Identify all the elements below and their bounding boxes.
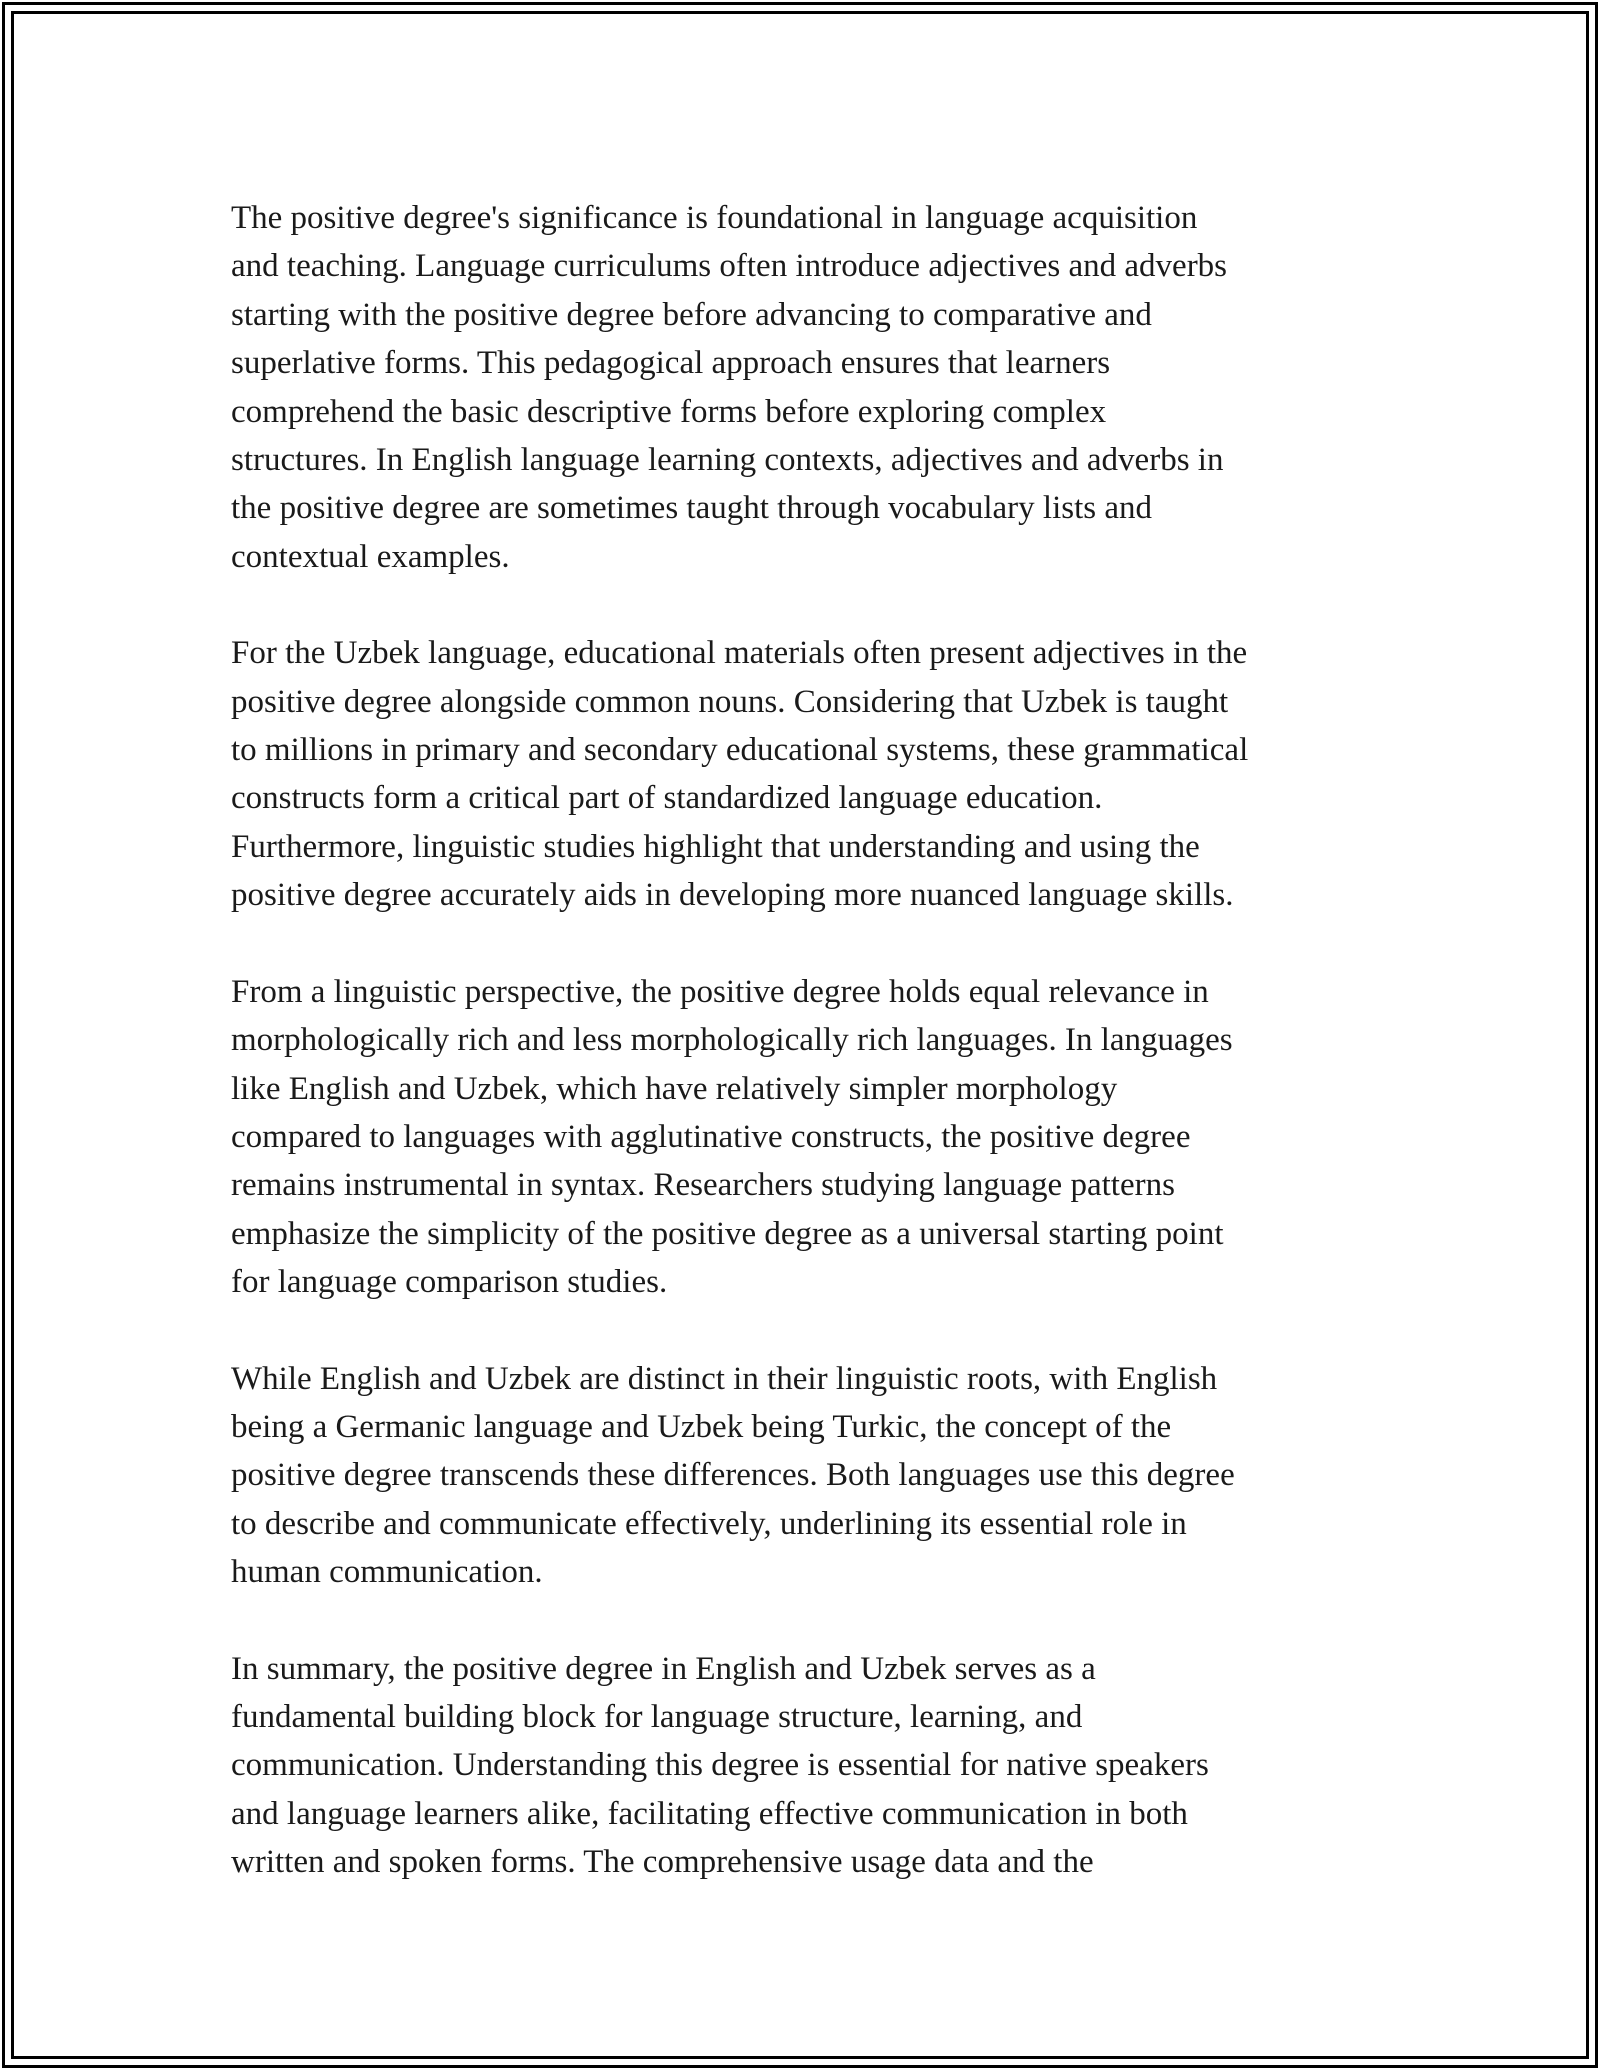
page-outer-border <box>2 2 1598 2068</box>
paragraph-linguistic-perspective: From a linguistic perspective, the positive degree holds equal relevance in morphologically rich and less morphologically rich languages. In languages like English and Uzbek, which have relatively simpler morphology compared to languages with agglutinative constructs, the positive degree remains instrumental in syntax. Researchers studying language patterns emphasize the simplicity of the positive degree as a universal starting point for language comparison studies. <box>231 973 1233 1301</box>
document-body <box>231 194 1411 1887</box>
paragraph-uzbek-education: For the Uzbek language, educational materials often present adjectives in the positive degree alongside common nouns. Considering that Uzbek is taught to millions in primary and secondary educational systems, these grammatical constructs form a critical part of standardized language education. Furthermore, linguistic studies highlight that understanding and using the positive degree accurately aids in developing more nuanced language skills. <box>231 635 1249 914</box>
paragraph-summary: In summary, the positive degree in English and Uzbek serves as a fundamental building block for language structure, learning, and communication. Understanding this degree is essential for native speakers and language learners alike, facilitating effective communication in both written and spoken forms. The comprehensive usage data and the <box>231 1650 1209 1881</box>
paragraph-english-uzbek-roots: While English and Uzbek are distinct in their linguistic roots, with English being a Germanic language and Uzbek being Turkic, the concept of the positive degree transcends these differences. Both languages use this degree to describe and communicate effectively, underlining its essential role in human communication. <box>231 1360 1235 1591</box>
paragraph-positive-degree-significance: The positive degree's significance is foundational in language acquisition and teaching. Language curriculums often introduce adjectives and adverbs starting with the positive degree before advancing to comparative and superlative forms. This pedagogical approach ensures that learners comprehend the basic descriptive forms before exploring complex structures. In English language learning contexts, adjectives and adverbs in the positive degree are sometimes taught through vocabulary lists and contextual examples. <box>231 200 1228 575</box>
